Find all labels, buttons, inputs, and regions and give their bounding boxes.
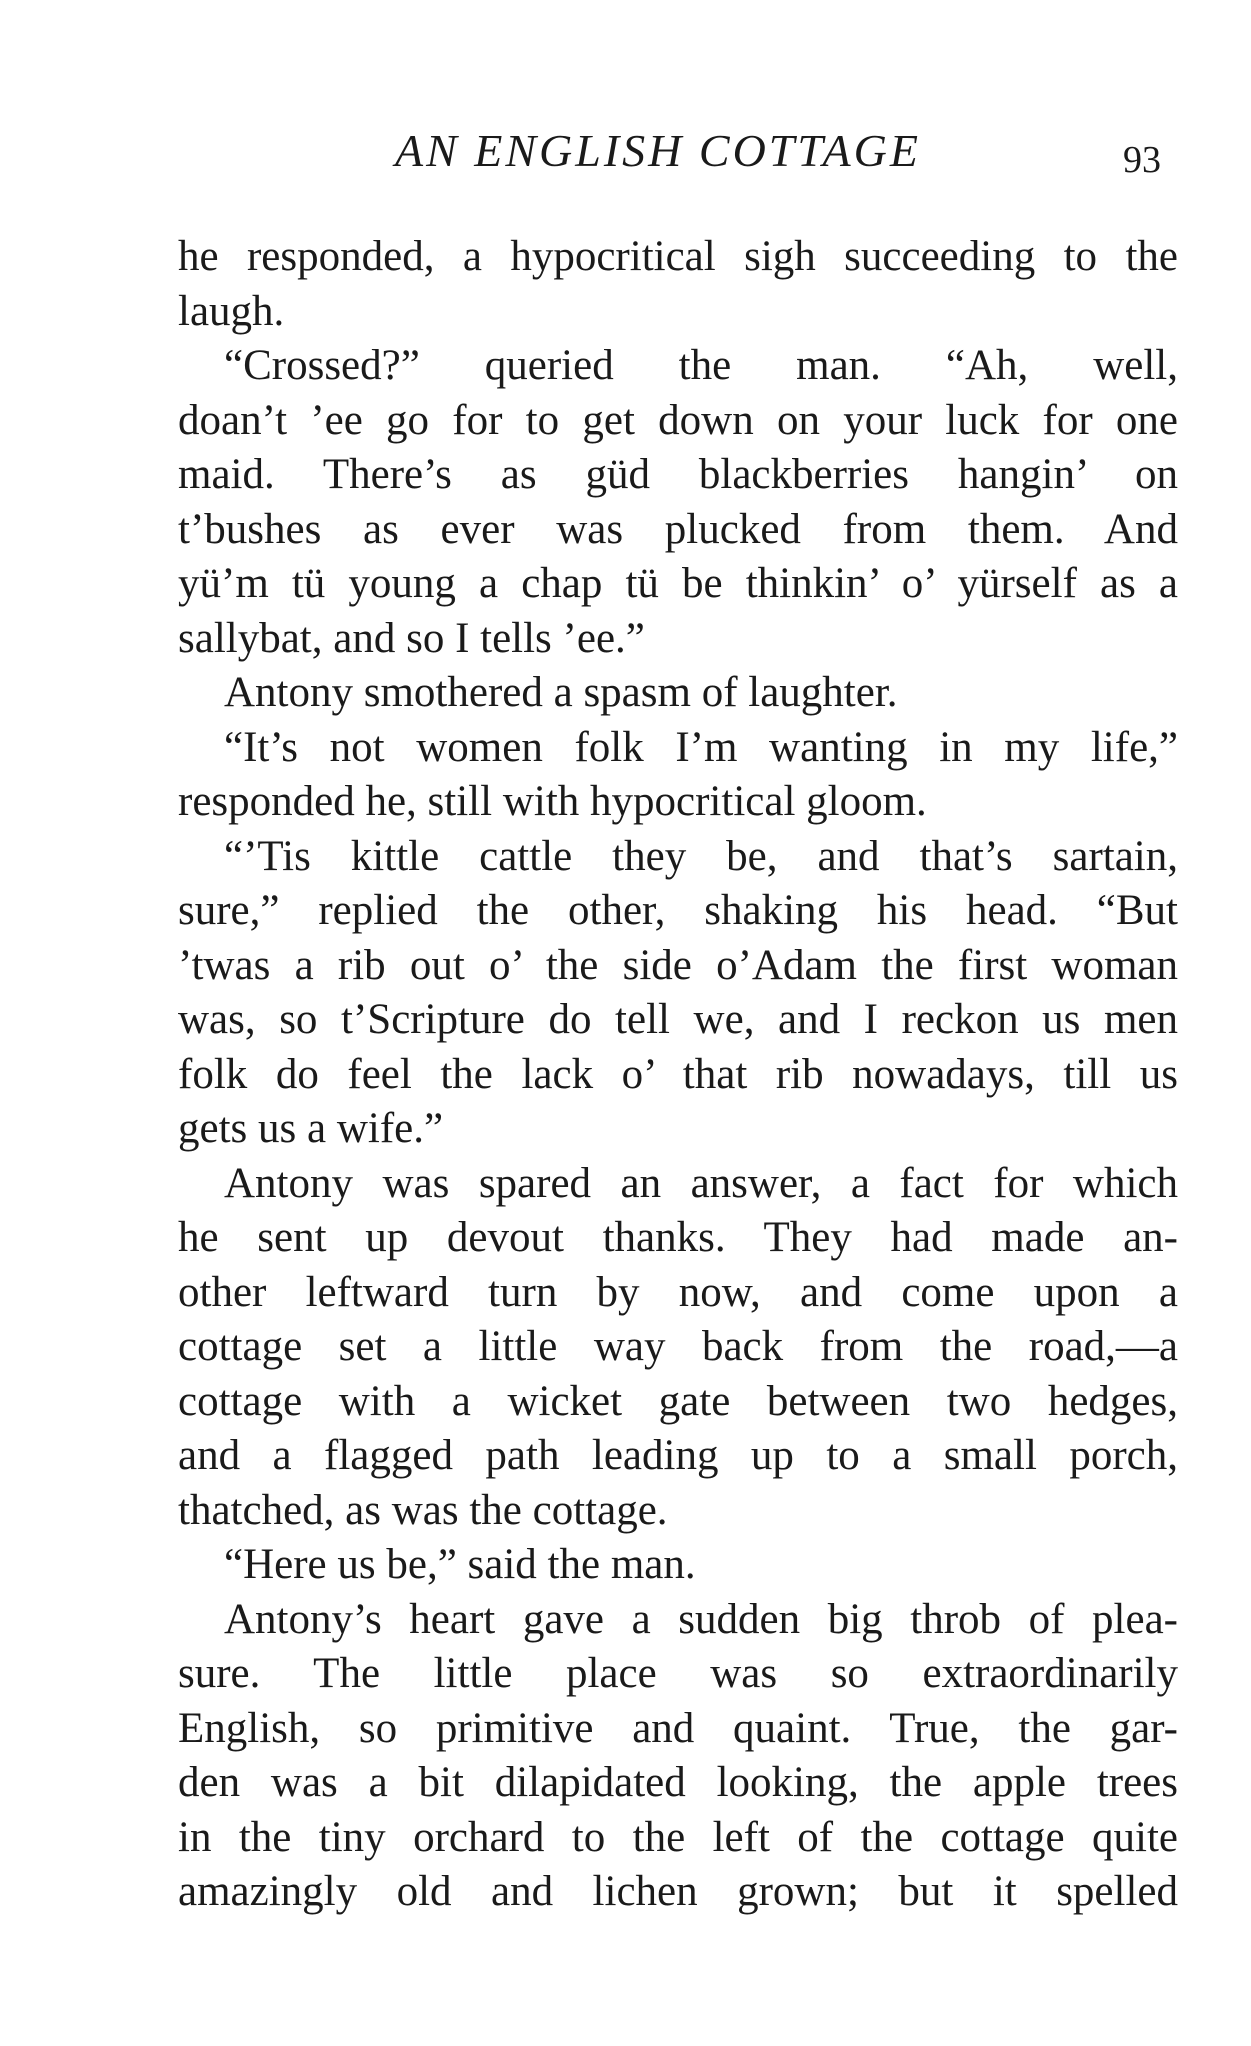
text-line: t’bushes as ever was plucked from them. And [178, 505, 1178, 553]
text-line: gets us a wife.” [178, 1105, 444, 1152]
text-line: sure,” replied the other, shaking his head. “But [178, 887, 1178, 934]
text-line: he sent up devout thanks. They had made an- [178, 1214, 1178, 1261]
text-line: doan’t ’ee go for to get down on your luck for one [178, 396, 1178, 444]
text-line: “’Tis kittle cattle they be, and that’s sartain, [224, 832, 1178, 880]
text-line: “Crossed?” queried the man. “Ah, well, [224, 342, 1178, 389]
text-line: yü’m tü young a chap tü be thinkin’ o’ yürself as a [178, 560, 1178, 607]
running-head: AN ENGLISH COTTAGE [395, 125, 921, 176]
text-line: ’twas a rib out o’ the side o’Adam the first woman [178, 941, 1178, 989]
text-line: Antony was spared an answer, a fact for which [224, 1159, 1178, 1207]
text-line: amazingly old and lichen grown; but it spelled [178, 1868, 1178, 1915]
text-line: and a flagged path leading up to a small porch, [178, 1432, 1178, 1479]
text-line: sure. The little place was so extraordinarily [178, 1650, 1178, 1697]
text-line: cottage with a wicket gate between two hedges, [178, 1377, 1178, 1425]
text-line: maid. There’s as güd blackberries hangin’ on [178, 451, 1178, 498]
page-number: 93 [1123, 139, 1161, 181]
text-line: English, so primitive and quaint. True, the gar- [178, 1704, 1178, 1752]
text-line: he responded, a hypocritical sigh succeeding to the [178, 233, 1178, 280]
text-line: cottage set a little way back from the road,—a [178, 1323, 1178, 1370]
text-line: was, so t’Scripture do tell we, and I reckon us men [178, 996, 1178, 1043]
page-header [0, 118, 1251, 181]
text-line: laugh. [178, 287, 285, 335]
text-line: in the tiny orchard to the left of the cottage quite [178, 1813, 1178, 1861]
text-line: “It’s not women folk I’m wanting in my life,” [224, 723, 1178, 771]
text-line: Antony smothered a spasm of laughter. [224, 669, 898, 716]
text-line: other leftward turn by now, and come upon a [178, 1268, 1178, 1316]
text-line: Antony’s heart gave a sudden big throb of plea- [224, 1595, 1178, 1643]
text-line: “Here us be,” said the man. [224, 1541, 696, 1588]
text-line: responded he, still with hypocritical gloom. [178, 778, 927, 825]
text-line: thatched, as was the cottage. [178, 1486, 668, 1534]
body-text [178, 230, 1178, 1920]
text-line: sallybat, and so I tells ’ee.” [178, 614, 645, 662]
text-line: folk do feel the lack o’ that rib nowadays, till us [178, 1050, 1178, 1098]
text-line: den was a bit dilapidated looking, the apple trees [178, 1759, 1178, 1806]
